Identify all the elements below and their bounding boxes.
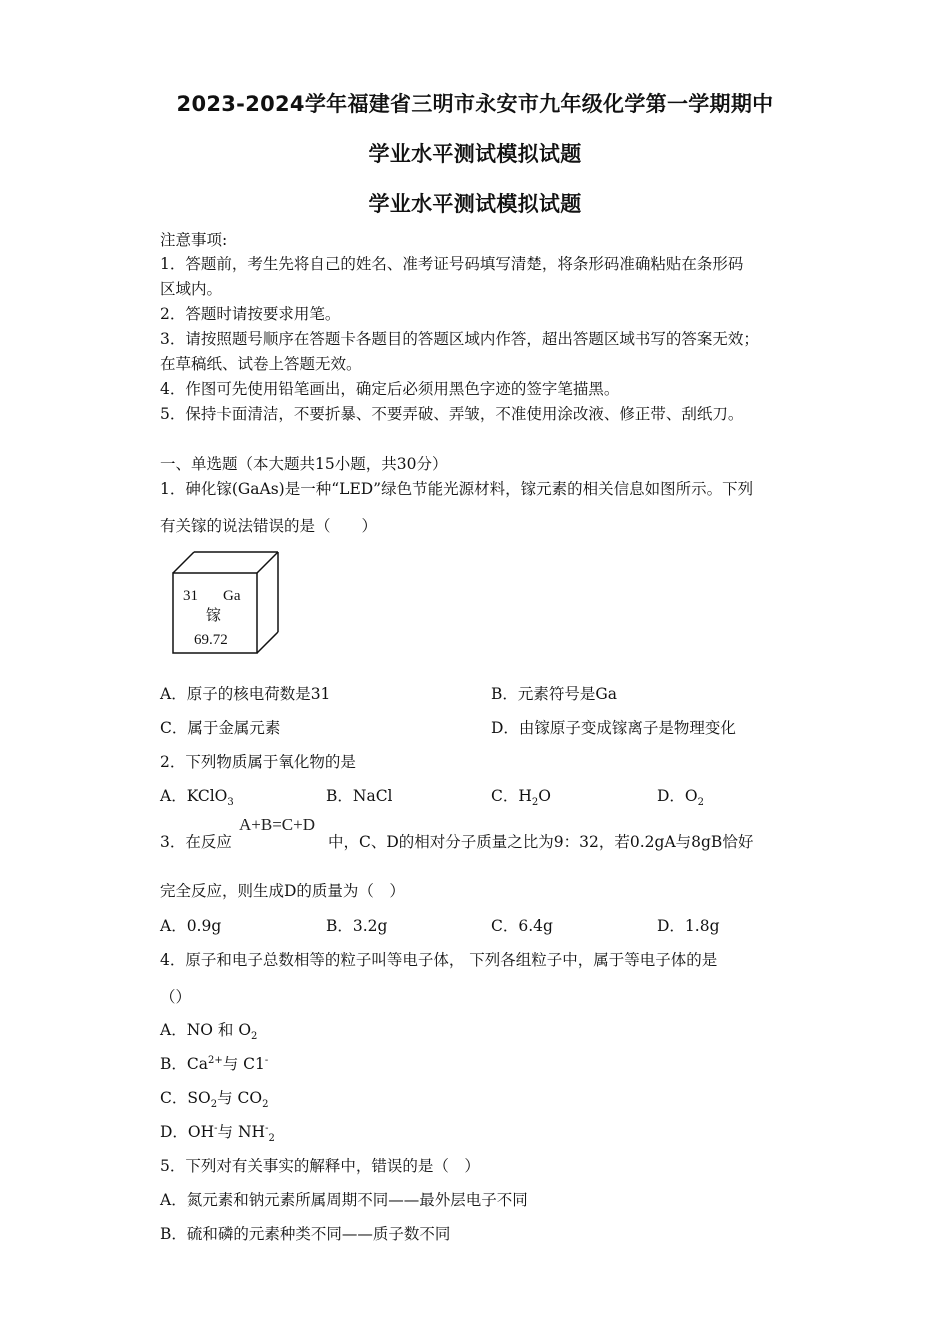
q4-option-b: B．$Ca^{2+}$与 C1- [160,1054,269,1073]
q4-stem-line2: （） [160,988,192,1006]
section-heading: 一、单选题（本大题共15小题，共30分） [160,455,448,473]
element-name: 镓 [206,608,222,624]
q3-equation: A+B=C+D [239,815,315,834]
notice-heading: 注意事项: [160,231,228,249]
notice-item: 1．答题前，考生先将自己的姓名、准考证号码填写清楚，将条形码准确粘贴在条形码 [160,255,744,273]
notice-item: 3．请按照题号顺序在答题卡各题目的答题区域内作答，超出答题区域书写的答案无效； [160,330,759,348]
q2-option-b: B．NaCl [326,787,393,805]
title-line-3: 学业水平测试模拟试题 [368,192,582,216]
q2-option-c: C．$H_2O$ [491,787,551,809]
q3-stem-suffix: 中，C、D的相对分子质量之比为9：32，若0.2gA与8gB恰好 [328,833,754,851]
q4-option-c: C．$SO_2$与 $CO_2$ [160,1089,269,1111]
notice-item: 区域内。 [160,280,223,298]
title-line-2: 学业水平测试模拟试题 [368,142,582,166]
q1-option-b: B．元素符号是Ga [491,685,618,703]
q2-option-a: A．KClO$_3$ [160,787,234,809]
element-card-gallium [168,548,283,658]
element-atomic-number: 31 [183,588,198,604]
notice-item: 2．答题时请按要求用笔。 [160,305,341,323]
q5-option-a: A．氮元素和钠元素所属周期不同——最外层电子不同 [160,1191,528,1209]
q5-option-b: B．硫和磷的元素种类不同——质子数不同 [160,1225,451,1243]
q3-stem-line2: 完全反应，则生成D的质量为（ ） [160,882,405,900]
q1-option-a: A．原子的核电荷数是31 [160,685,331,703]
title-line-1: 2023-2024学年福建省三明市永安市九年级化学第一学期期中 [176,92,774,116]
q4-stem-line1: 4．原子和电子总数相等的粒子叫等电子体， 下列各组粒子中，属于等电子体的是 [160,951,718,969]
q2-option-d: D．$O_2$ [657,787,705,809]
q3-option-a: A．0.9g [160,917,222,935]
q3-option-c: C．6.4g [491,917,553,935]
q5-stem: 5．下列对有关事实的解释中，错误的是（ ） [160,1157,480,1175]
q3-stem-prefix: 3．在反应 [160,833,232,851]
q4-option-a: A．NO 和 $O_2$ [160,1021,258,1043]
q3-option-b: B．3.2g [326,917,388,935]
element-symbol: Ga [223,588,241,604]
notice-item: 5．保持卡面清洁，不要折暴、不要弄破、弄皱，不准使用涂改液、修正带、刮纸刀。 [160,405,744,423]
q4-option-d: D．OH-与 $NH^-_2$ [160,1122,275,1145]
q1-option-d: D．由镓原子变成镓离子是物理变化 [491,719,736,737]
q2-stem: 2．下列物质属于氧化物的是 [160,753,356,771]
q1-stem-line1: 1．砷化镓(GaAs)是一种“LED”绿色节能光源材料，镓元素的相关信息如图所示。下列 [160,480,754,498]
q3-option-d: D．1.8g [657,917,720,935]
q1-stem-line2: 有关镓的说法错误的是（ ） [160,517,378,535]
notice-item: 在草稿纸、试卷上答题无效。 [160,355,362,373]
element-atomic-mass: 69.72 [194,632,228,648]
notice-item: 4．作图可先使用铅笔画出，确定后必须用黑色字迹的签字笔描黑。 [160,380,620,398]
q1-option-c: C．属于金属元素 [160,719,281,737]
